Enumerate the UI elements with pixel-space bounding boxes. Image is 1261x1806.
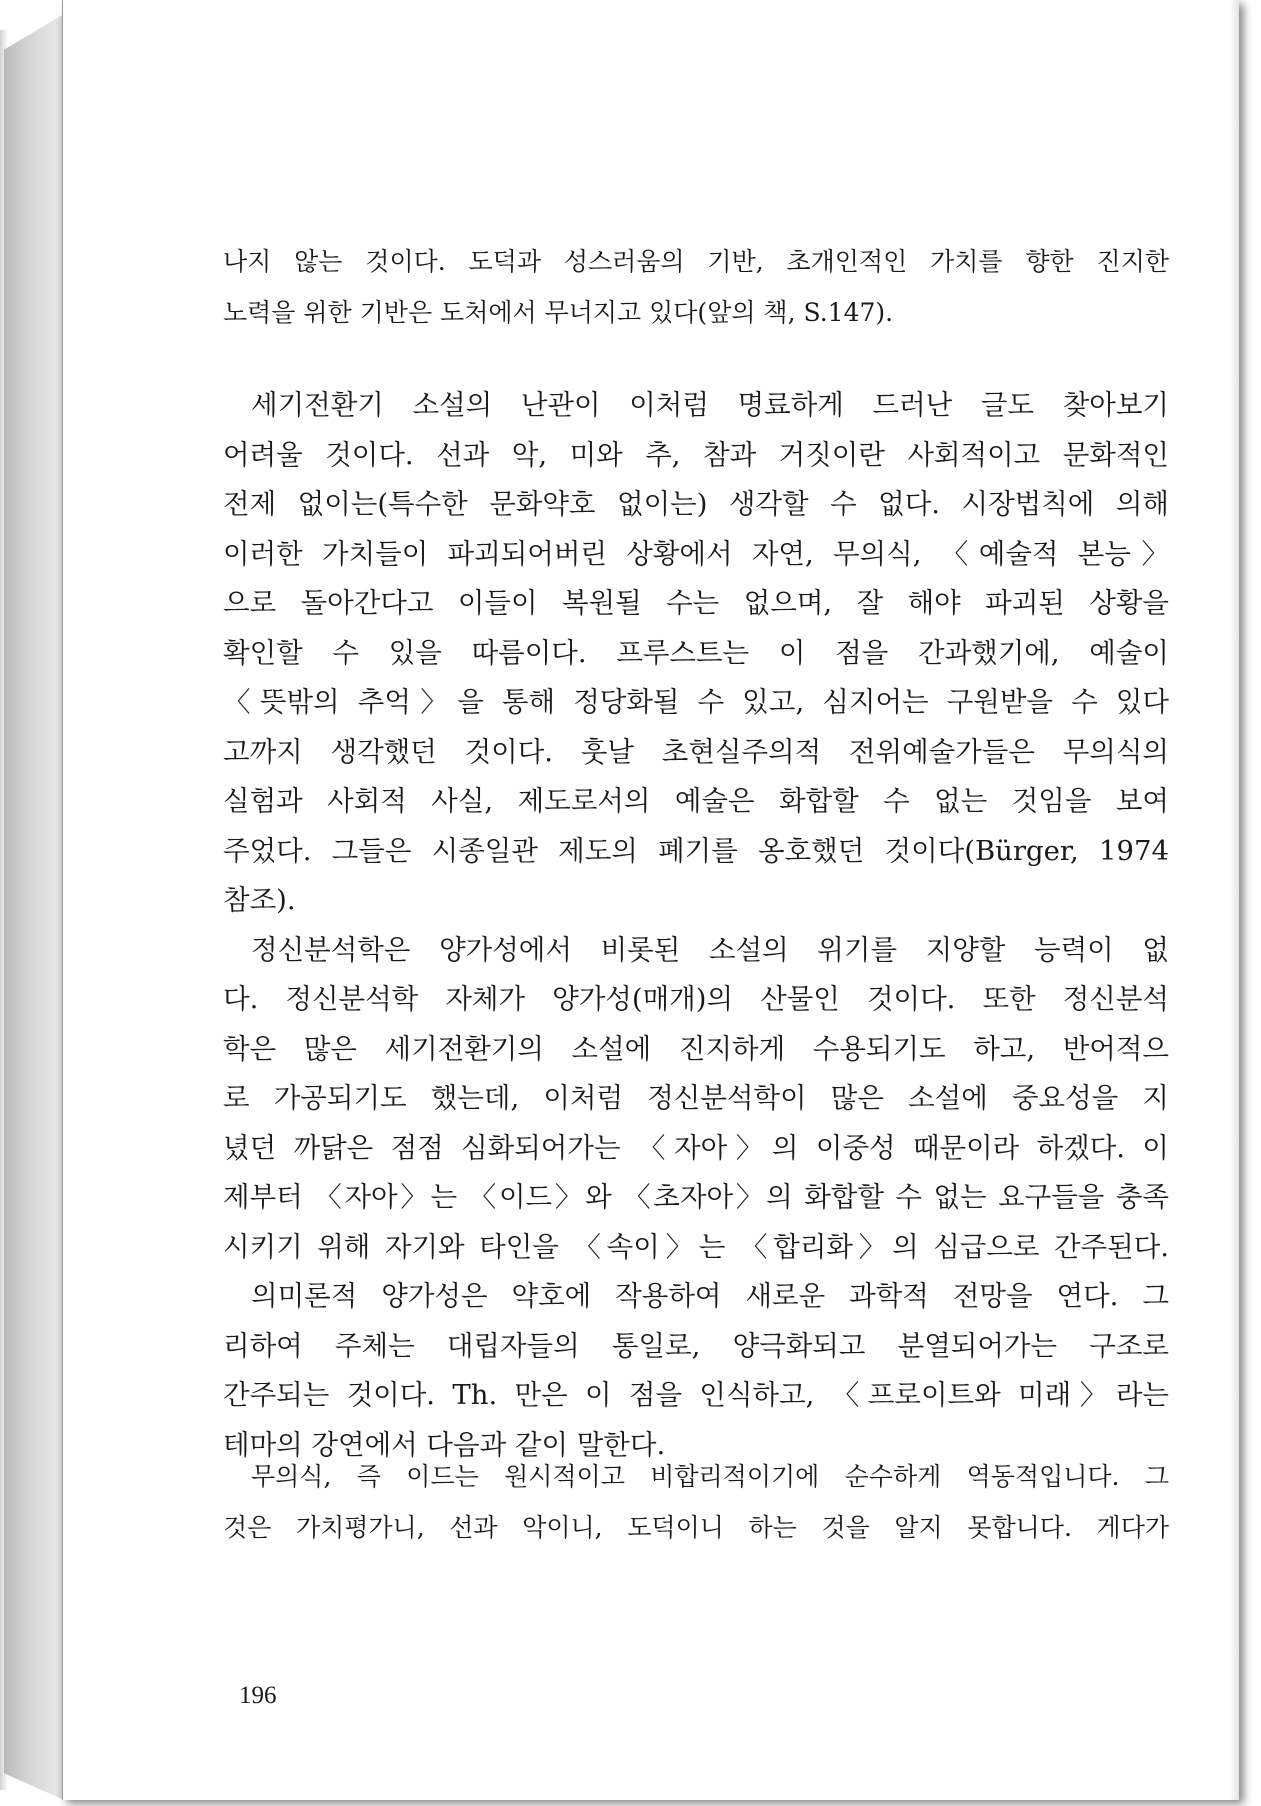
body-text	[223, 381, 1169, 1470]
paragraph-line: 정신분석학은 양가성에서 비롯된 소설의 위기를 지양할 능력이 없	[251, 933, 1169, 966]
paragraph-line: 어려울 것이다. 선과 악, 미와 추, 참과 거짓이란 사회적이고 문화적인	[223, 438, 1169, 471]
page-shade	[1229, 0, 1239, 1800]
paragraph-line: 녔던 까닭은 점점 심화되어가는 〈자아〉의 이중성 때문이라 하겠다. 이	[223, 1131, 1169, 1164]
paragraph-line: 시키기 위해 자기와 타인을 〈속이〉는 〈합리화〉의 심급으로 간주된다.	[223, 1230, 1169, 1263]
paragraph-line: 리하여 주체는 대립자들의 통일로, 양극화되고 분열되어가는 구조로	[223, 1329, 1169, 1362]
paragraph-line: 의미론적 양가성은 약호에 작용하여 새로운 과학적 전망을 연다. 그	[251, 1280, 1169, 1312]
quote-line: 무의식, 즉 이드는 원시적이고 비합리적이기에 순수하게 역동적입니다. 그	[251, 1462, 1169, 1491]
paragraph-line: 주었다. 그들은 시종일관 제도의 폐기를 옹호했던 것이다(Bürger, 1974	[223, 834, 1169, 867]
book-page-edges	[4, 14, 64, 1800]
quote-line: 것은 가치평가니, 선과 악이니, 도덕이니 하는 것을 알지 못합니다. 게다가	[223, 1513, 1169, 1542]
paragraph-line: 실험과 사회적 사실, 제도로서의 예술은 화합할 수 없는 것임을 보여	[223, 785, 1169, 817]
page-number: 196	[239, 1682, 277, 1709]
block-quote-bottom	[223, 1451, 1169, 1553]
paragraph-line: 학은 많은 세기전환기의 소설에 진지하게 수용되기도 하고, 반어적으	[223, 1032, 1169, 1065]
paragraph-line: 참조).	[223, 884, 296, 916]
book-page	[62, 0, 1239, 1800]
quote-line: 노력을 위한 기반은 도처에서 무너지고 있다(앞의 책, S.147).	[223, 298, 894, 327]
paragraph-line: 제부터 〈자아〉는 〈이드〉와 〈초자아〉의 화합할 수 없는 요구들을 충족	[223, 1181, 1169, 1213]
paragraph-line: 확인할 수 있을 따름이다. 프루스트는 이 점을 간과했기에, 예술이	[223, 636, 1169, 669]
paragraph-line: 로 가공되기도 했는데, 이처럼 정신분석학이 많은 소설에 중요성을 지	[223, 1082, 1169, 1114]
block-quote-top	[223, 236, 1169, 338]
paragraph-line: 다. 정신분석학 자체가 양가성(매개)의 산물인 것이다. 또한 정신분석	[223, 983, 1169, 1015]
paragraph-line: 전제 없이는(특수한 문화약호 없이는) 생각할 수 없다. 시장법칙에 의해	[223, 488, 1169, 520]
paragraph-line: 간주되는 것이다. Th. 만은 이 점을 인식하고, 〈프로이트와 미래〉라는	[223, 1379, 1169, 1411]
paragraph-line: 이러한 가치들이 파괴되어버린 상황에서 자연, 무의식, 〈예술적 본능〉	[223, 537, 1169, 570]
paragraph-line: 세기전환기 소설의 난관이 이처럼 명료하게 드러난 글도 찾아보기	[251, 389, 1169, 421]
paragraph-line: 으로 돌아간다고 이들이 복원될 수는 없으며, 잘 해야 파괴된 상황을	[223, 587, 1169, 619]
paragraph-line: 고까지 생각했던 것이다. 훗날 초현실주의적 전위예술가들은 무의식의	[223, 735, 1169, 768]
paragraph-line: 테마의 강연에서 다음과 같이 말한다.	[223, 1428, 666, 1461]
quote-line: 나지 않는 것이다. 도덕과 성스러움의 기반, 초개인적인 가치를 향한 진지한	[223, 247, 1169, 276]
paragraph-line: 〈뜻밖의 추억〉을 통해 정당화될 수 있고, 심지어는 구원받을 수 있다	[223, 686, 1169, 718]
